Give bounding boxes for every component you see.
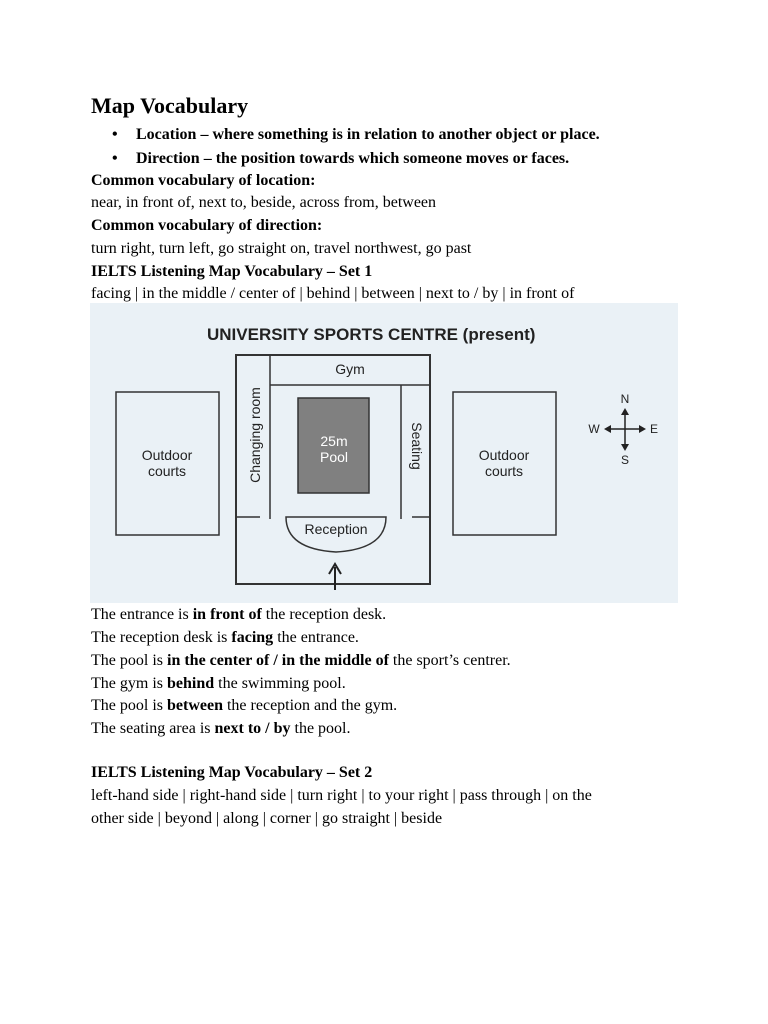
compass-north: N bbox=[620, 392, 630, 406]
bullet-dot-icon: • bbox=[112, 150, 118, 167]
sentence-3: The pool is in the center of / in the middle of the sport’s centrer. bbox=[91, 652, 511, 669]
location-heading: Common vocabulary of location: bbox=[91, 172, 316, 189]
compass-east: E bbox=[649, 422, 659, 436]
bullet-location: • Location – where something is in relation to another object or place. bbox=[112, 123, 600, 147]
sentence-6: The seating area is next to / by the pool. bbox=[91, 720, 351, 737]
sports-centre-map bbox=[90, 303, 678, 603]
pool-label-line1: 25m bbox=[320, 433, 348, 449]
outdoor-right-line1: Outdoor bbox=[478, 447, 530, 463]
map-title: UNIVERSITY SPORTS CENTRE (present) bbox=[207, 325, 536, 344]
compass-icon bbox=[604, 408, 646, 451]
changing-room-label: Changing room bbox=[247, 387, 263, 483]
sentence-4: The gym is behind the swimming pool. bbox=[91, 675, 346, 692]
sentence-5: The pool is between the reception and the gym. bbox=[91, 697, 398, 714]
set2-heading: IELTS Listening Map Vocabulary – Set 2 bbox=[91, 764, 373, 781]
outdoor-left-line1: Outdoor bbox=[141, 447, 193, 463]
bullet-dot-icon: • bbox=[112, 126, 118, 143]
outdoor-left-line2: courts bbox=[147, 463, 187, 479]
sentence-2: The reception desk is facing the entrance. bbox=[91, 629, 359, 646]
set2-words-line1: left-hand side | right-hand side | turn right | to your right | pass through | on the bbox=[91, 787, 592, 804]
set1-heading: IELTS Listening Map Vocabulary – Set 1 bbox=[91, 263, 373, 280]
gym-label: Gym bbox=[335, 361, 365, 377]
bullet-direction: • Direction – the position towards which someone moves or faces. bbox=[112, 147, 600, 171]
direction-heading: Common vocabulary of direction: bbox=[91, 217, 323, 234]
set1-words: facing | in the middle / center of | behind | between | next to / by | in front of bbox=[91, 285, 575, 302]
compass-west: W bbox=[588, 422, 600, 436]
pool-label-line2: Pool bbox=[319, 449, 349, 465]
map-drawing bbox=[90, 303, 678, 603]
location-words: near, in front of, next to, beside, across from, between bbox=[91, 194, 437, 211]
seating-label: Seating bbox=[409, 422, 425, 470]
direction-words: turn right, turn left, go straight on, travel northwest, go past bbox=[91, 240, 472, 257]
reception-label: Reception bbox=[304, 521, 368, 537]
definition-list bbox=[112, 123, 600, 171]
entrance-arrow-icon bbox=[329, 564, 341, 590]
sentence-1: The entrance is in front of the reception desk. bbox=[91, 606, 387, 623]
page-title: Map Vocabulary bbox=[91, 93, 249, 118]
compass-south: S bbox=[620, 453, 630, 467]
outdoor-right-line2: courts bbox=[484, 463, 524, 479]
set2-words-line2: other side | beyond | along | corner | go straight | beside bbox=[91, 810, 443, 827]
